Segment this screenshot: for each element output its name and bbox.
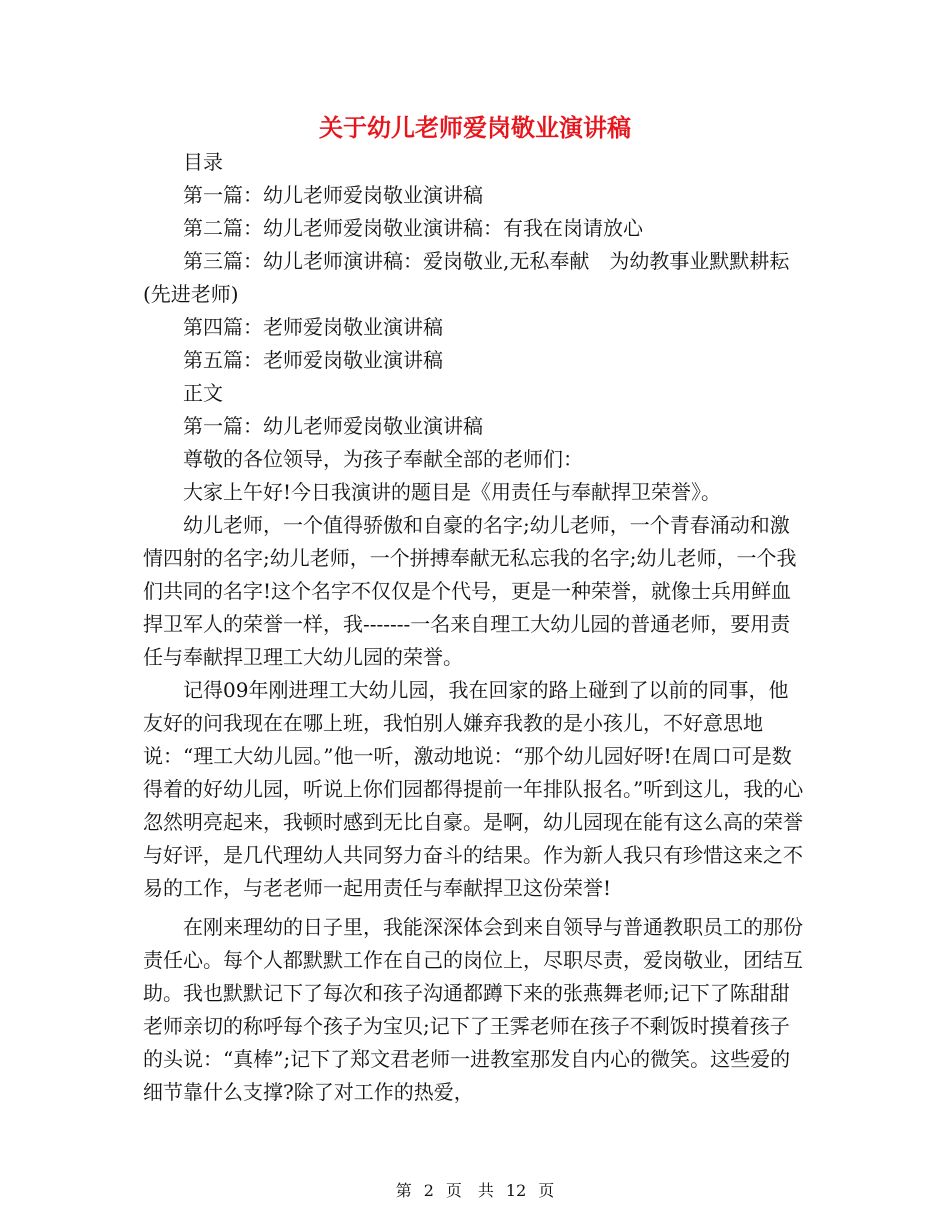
body-heading: 正文	[183, 381, 223, 405]
section-title: 第一篇：幼儿老师爱岗敬业演讲稿	[183, 414, 483, 438]
footer-middle: 页 共	[445, 1181, 494, 1200]
document-title: 关于幼儿老师爱岗敬业演讲稿	[319, 113, 631, 142]
footer-suffix: 页	[538, 1181, 555, 1200]
toc-heading: 目录	[183, 150, 223, 174]
toc-item-2: 第二篇：幼儿老师爱岗敬业演讲稿：有我在岗请放心	[183, 216, 643, 240]
toc-item-1: 第一篇：幼儿老师爱岗敬业演讲稿	[183, 183, 483, 207]
opening-line: 大家上午好!今日我演讲的题目是《用责任与奉献捍卫荣誉》。	[183, 480, 722, 504]
salutation: 尊敬的各位领导，为孩子奉献全部的老师们：	[183, 447, 583, 471]
toc-item-5: 第五篇：老师爱岗敬业演讲稿	[183, 348, 443, 372]
footer-total-pages: 12	[505, 1181, 527, 1200]
document-body	[143, 146, 808, 1109]
body-paragraph: 在刚来理幼的日子里，我能深深体会到来自领导与普通教职员工的那份责任心。每个人都默默工作在自己的岗位上，尽职尽责，爱岗敬业，团结互助。我也默默记下了每次和孩子沟通都蹲下来的张燕舞老师;记下了陈甜甜老师亲切的称呼每个孩子为宝贝;记下了王霁老师在孩子不剩饭时摸着孩子的头说：“真棒”;记下了郑文君老师一进教室那发自内心的微笑。这些爱的细节靠什么支撑?除了对工作的热爱，	[143, 915, 803, 1104]
page-footer	[0, 1180, 950, 1202]
footer-page-number: 2	[423, 1181, 434, 1200]
toc-item-4: 第四篇：老师爱岗敬业演讲稿	[183, 315, 443, 339]
body-paragraph: 记得09年刚进理工大幼儿园，我在回家的路上碰到了以前的同事，他友好的问我现在在哪上班，我怕别人嫌弃我教的是小孩儿，不好意思地说：“理工大幼儿园。”他一听，激动地说：“那个幼儿园好呀!在周口可是数得着的好幼儿园，听说上你们园都得提前一年排队报名。”听到这儿，我的心忽然明亮起来，我顿时感到无比自豪。是啊，幼儿园现在能有这么高的荣誉与好评，是几代理幼人共同努力奋斗的结果。作为新人我只有珍惜这来之不易的工作，与老老师一起用责任与奉献捍卫这份荣誉!	[143, 678, 804, 900]
footer-prefix: 第	[395, 1181, 412, 1200]
body-paragraph: 幼儿老师，一个值得骄傲和自豪的名字;幼儿老师，一个青春涌动和激情四射的名字;幼儿老师，一个拼搏奉献无私忘我的名字;幼儿老师，一个我们共同的名字!这个名字不仅仅是个代号，更是一种荣誉，就像士兵用鲜血捍卫军人的荣誉一样，我-------一名来自理工大幼儿园的普通老师，要用责任与奉献捍卫理工大幼儿园的荣誉。	[143, 513, 797, 669]
toc-item-3: 第三篇：幼儿老师演讲稿：爱岗敬业,无私奉献 为幼教事业默默耕耘(先进老师)	[143, 249, 790, 306]
